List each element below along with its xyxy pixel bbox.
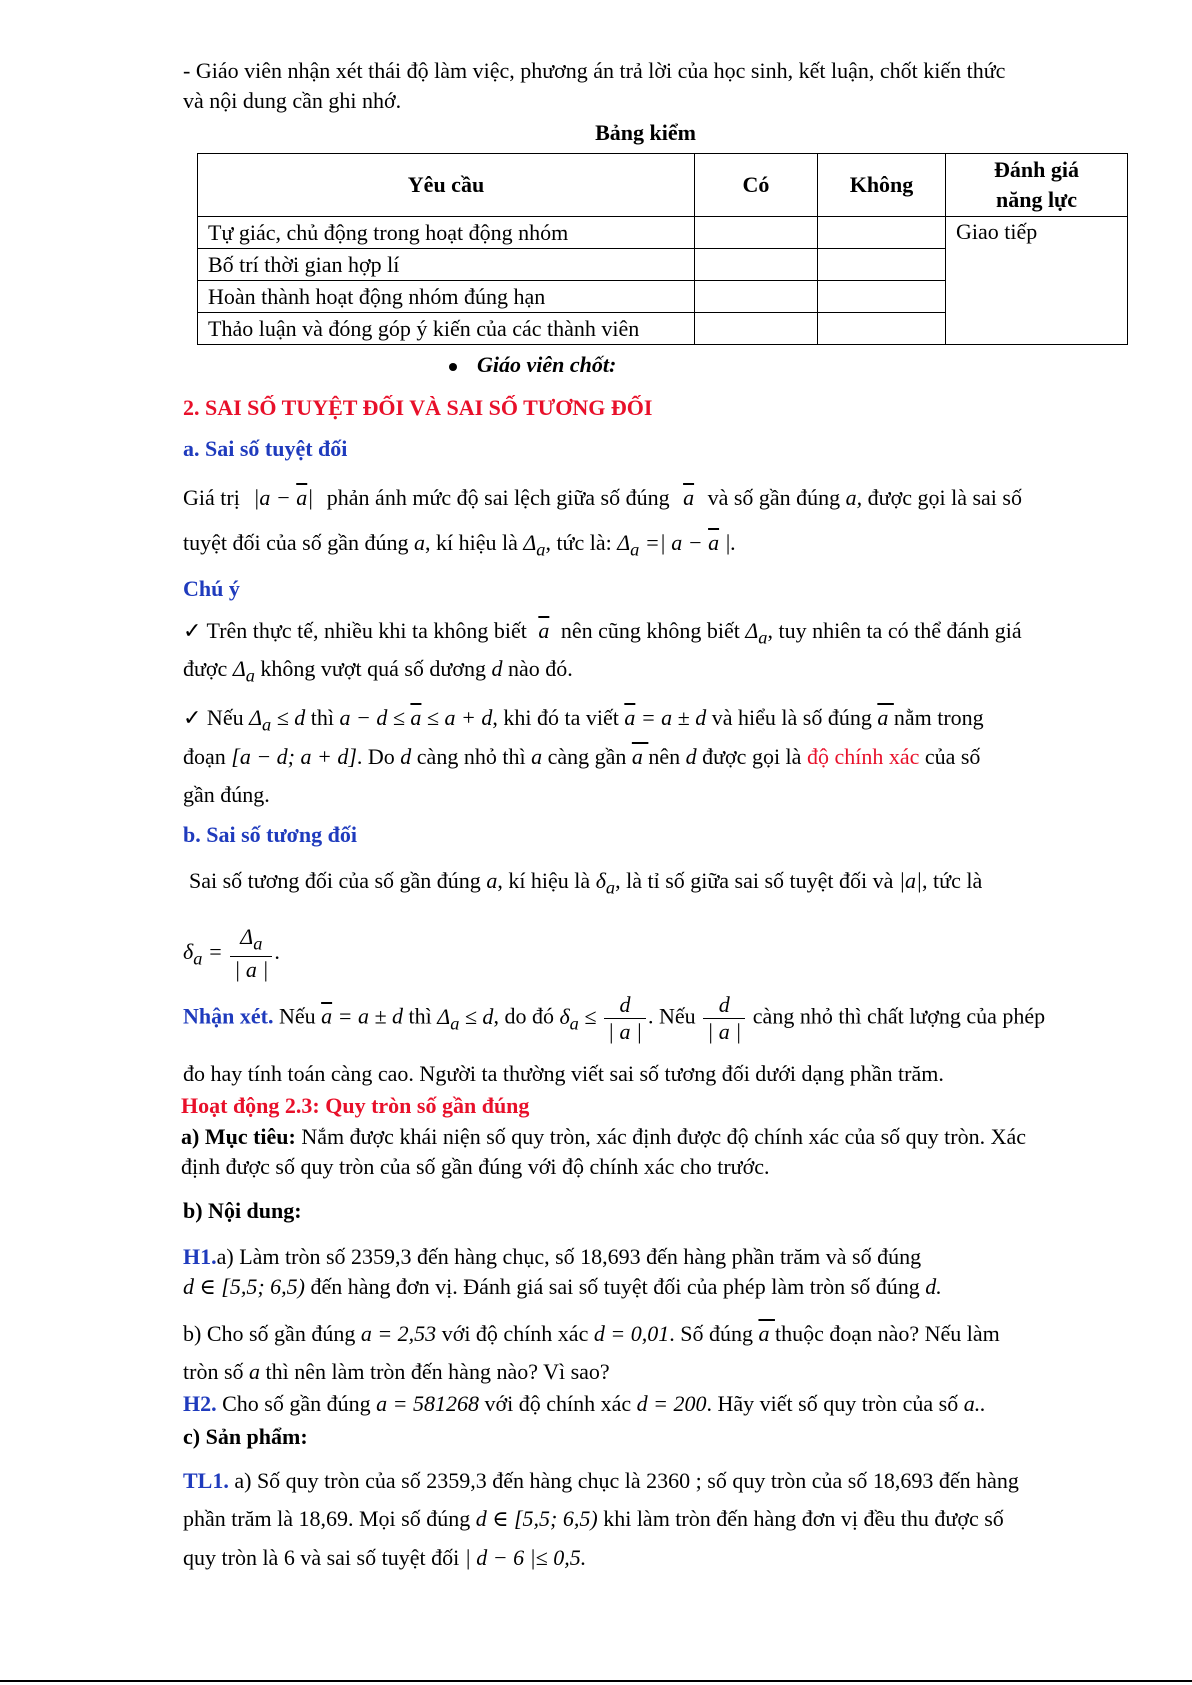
row-no-cell [818,217,946,249]
checklist-table [197,153,1128,345]
tl1-line-1: TL1. a) Số quy tròn của số 2359,3 đến hàng chục là 2360 ; số quy tròn của số 18,693 đến hàng [183,1468,1019,1493]
rel-error-line-1: Sai số tương đối của số gần đúng a, kí hiệu là $\delta_a$, là tỉ số giữa sai số tuyệt đối và |a|, tức là [189,868,983,898]
teacher-conclusion: Giáo viên chốt: [449,350,616,380]
row-no-cell [818,281,946,313]
row-yes-cell [695,313,818,345]
bullet-icon [449,363,457,371]
h1-line-3: b) Cho số gần đúng a = 2,53 với độ chính xác d = 0,01. Số đúng a thuộc đoạn nào? Nếu làm [183,1321,1000,1346]
row-no-cell [818,249,946,281]
h1-line-2: d ∈ [5,5; 6,5) đến hàng đơn vị. Đánh giá sai số tuyệt đối của phép làm tròn số đúng d. [183,1274,942,1299]
header-requirement: Yêu cầu [198,154,695,217]
subsection-b-title: b. Sai số tương đối [183,822,357,847]
goal-line-2: định được số quy tròn của số gần đúng với độ chính xác cho trước. [181,1154,770,1179]
header-yes: Có [695,154,818,217]
note-title: Chú ý [183,576,240,601]
activity-title: Hoạt động 2.3: Quy tròn số gần đúng [181,1093,530,1118]
remark-line-1: Nhận xét. Nếu $\overline{a} = a \pm d$ thì $\Delta_a \le d$, do đó $\delta_a$ ≤ $\frac{d}{| a |}$ . Nếu $\frac{d}{| a |}$ càng nhỏ thì chất lượng của phép [183,992,1046,1044]
goal-line-1: a) Mục tiêu: Nắm được khái niện số quy tròn, xác định được độ chính xác của số quy tròn. Xác [181,1124,1027,1149]
row-requirement: Bố trí thời gian hợp lí [198,249,695,281]
h1-line-1: H1.a) Làm tròn số 2359,3 đến hàng chục, số 18,693 đến hàng phần trăm và số đúng [183,1244,922,1269]
product-label: c) Sản phẩm: [183,1424,308,1449]
row-yes-cell [695,217,818,249]
row-requirement: Tự giác, chủ động trong hoạt động nhóm [198,217,695,249]
row-requirement: Thảo luận và đóng góp ý kiến của các thành viên [198,313,695,345]
note-1-line-1: ✓ Trên thực tế, nhiều khi ta không biết $\overline{a}$ nên cũng không biết $\Delta_a$, tuy nhiên ta có thể đánh giá [183,618,1022,648]
row-requirement: Hoàn thành hoạt động nhóm đúng hạn [198,281,695,313]
note-1-line-2: được $\Delta_a$ không vượt quá số dương d nào đó. [183,656,573,686]
competency-cell: Giao tiếp [946,217,1128,345]
h1-line-4: tròn số a thì nên làm tròn đến hàng nào? Vì sao? [183,1359,610,1384]
rel-error-formula: $\delta_a$ = $\frac{\Delta_a}{| a |}$ . [183,924,280,983]
note-2-line-2: đoạn [a − d; a + d]. Do d càng nhỏ thì a càng gần a nên d được gọi là độ chính xác của số [183,744,981,769]
header-eval-line2: năng lực [995,187,1078,212]
remark-label: Nhận xét. [183,1003,274,1029]
subsection-a-title: a. Sai số tuyệt đối [183,436,348,461]
remark-line-2: đo hay tính toán càng cao. Người ta thường viết sai số tương đối dưới dạng phần trăm. [183,1061,944,1086]
header-evaluation [946,154,1128,217]
tl1-line-2: phần trăm là 18,69. Mọi số đúng d ∈ [5,5; 6,5) khi làm tròn đến hàng đơn vị đều thu được số [183,1506,1004,1531]
content-label: b) Nội dung: [183,1198,302,1223]
row-no-cell [818,313,946,345]
note-2-line-1: ✓ Nếu $\Delta_a \le d$ thì $a - d \le \overline{a} \le a + d$, khi đó ta viết $\overline{a} = a \pm d$ và hiểu là số đúng a nằm trong [183,705,984,735]
table-header-row [198,154,1128,217]
row-yes-cell [695,249,818,281]
table-caption: Bảng kiểm [595,120,696,145]
tl1-line-3: quy tròn là 6 và sai số tuyệt đối | d − 6 |≤ 0,5. [183,1545,587,1570]
note-2-line-3: gần đúng. [183,782,270,807]
page-bottom-rule [0,1680,1192,1682]
intro-line-1: - Giáo viên nhận xét thái độ làm việc, phương án trả lời của học sinh, kết luận, chốt kiến thức [183,58,1006,83]
header-no: Không [818,154,946,217]
section-2-title: 2. SAI SỐ TUYỆT ĐỐI VÀ SAI SỐ TƯƠNG ĐỐI [183,395,653,420]
h2-line: H2. Cho số gần đúng a = 581268 với độ chính xác d = 200. Hãy viết số quy tròn của số a.. [183,1391,986,1416]
precision-term: độ chính xác [806,744,920,769]
header-eval-line1: Đánh giá [994,157,1079,182]
abs-error-line-2: tuyệt đối của số gần đúng a, kí hiệu là $\Delta_a$, tức là: $\Delta_a$ =| $a - \overline{a}$ |. [183,530,737,560]
row-yes-cell [695,281,818,313]
table-row [198,217,1128,249]
abs-error-line-1: Giá trị $|a - \overline{a}|$ phản ánh mức độ sai lệch giữa số đúng $\overline{a}$ và số gần đúng a, được gọi là sai số [183,485,1022,510]
intro-line-2: và nội dung cần ghi nhớ. [183,88,402,113]
